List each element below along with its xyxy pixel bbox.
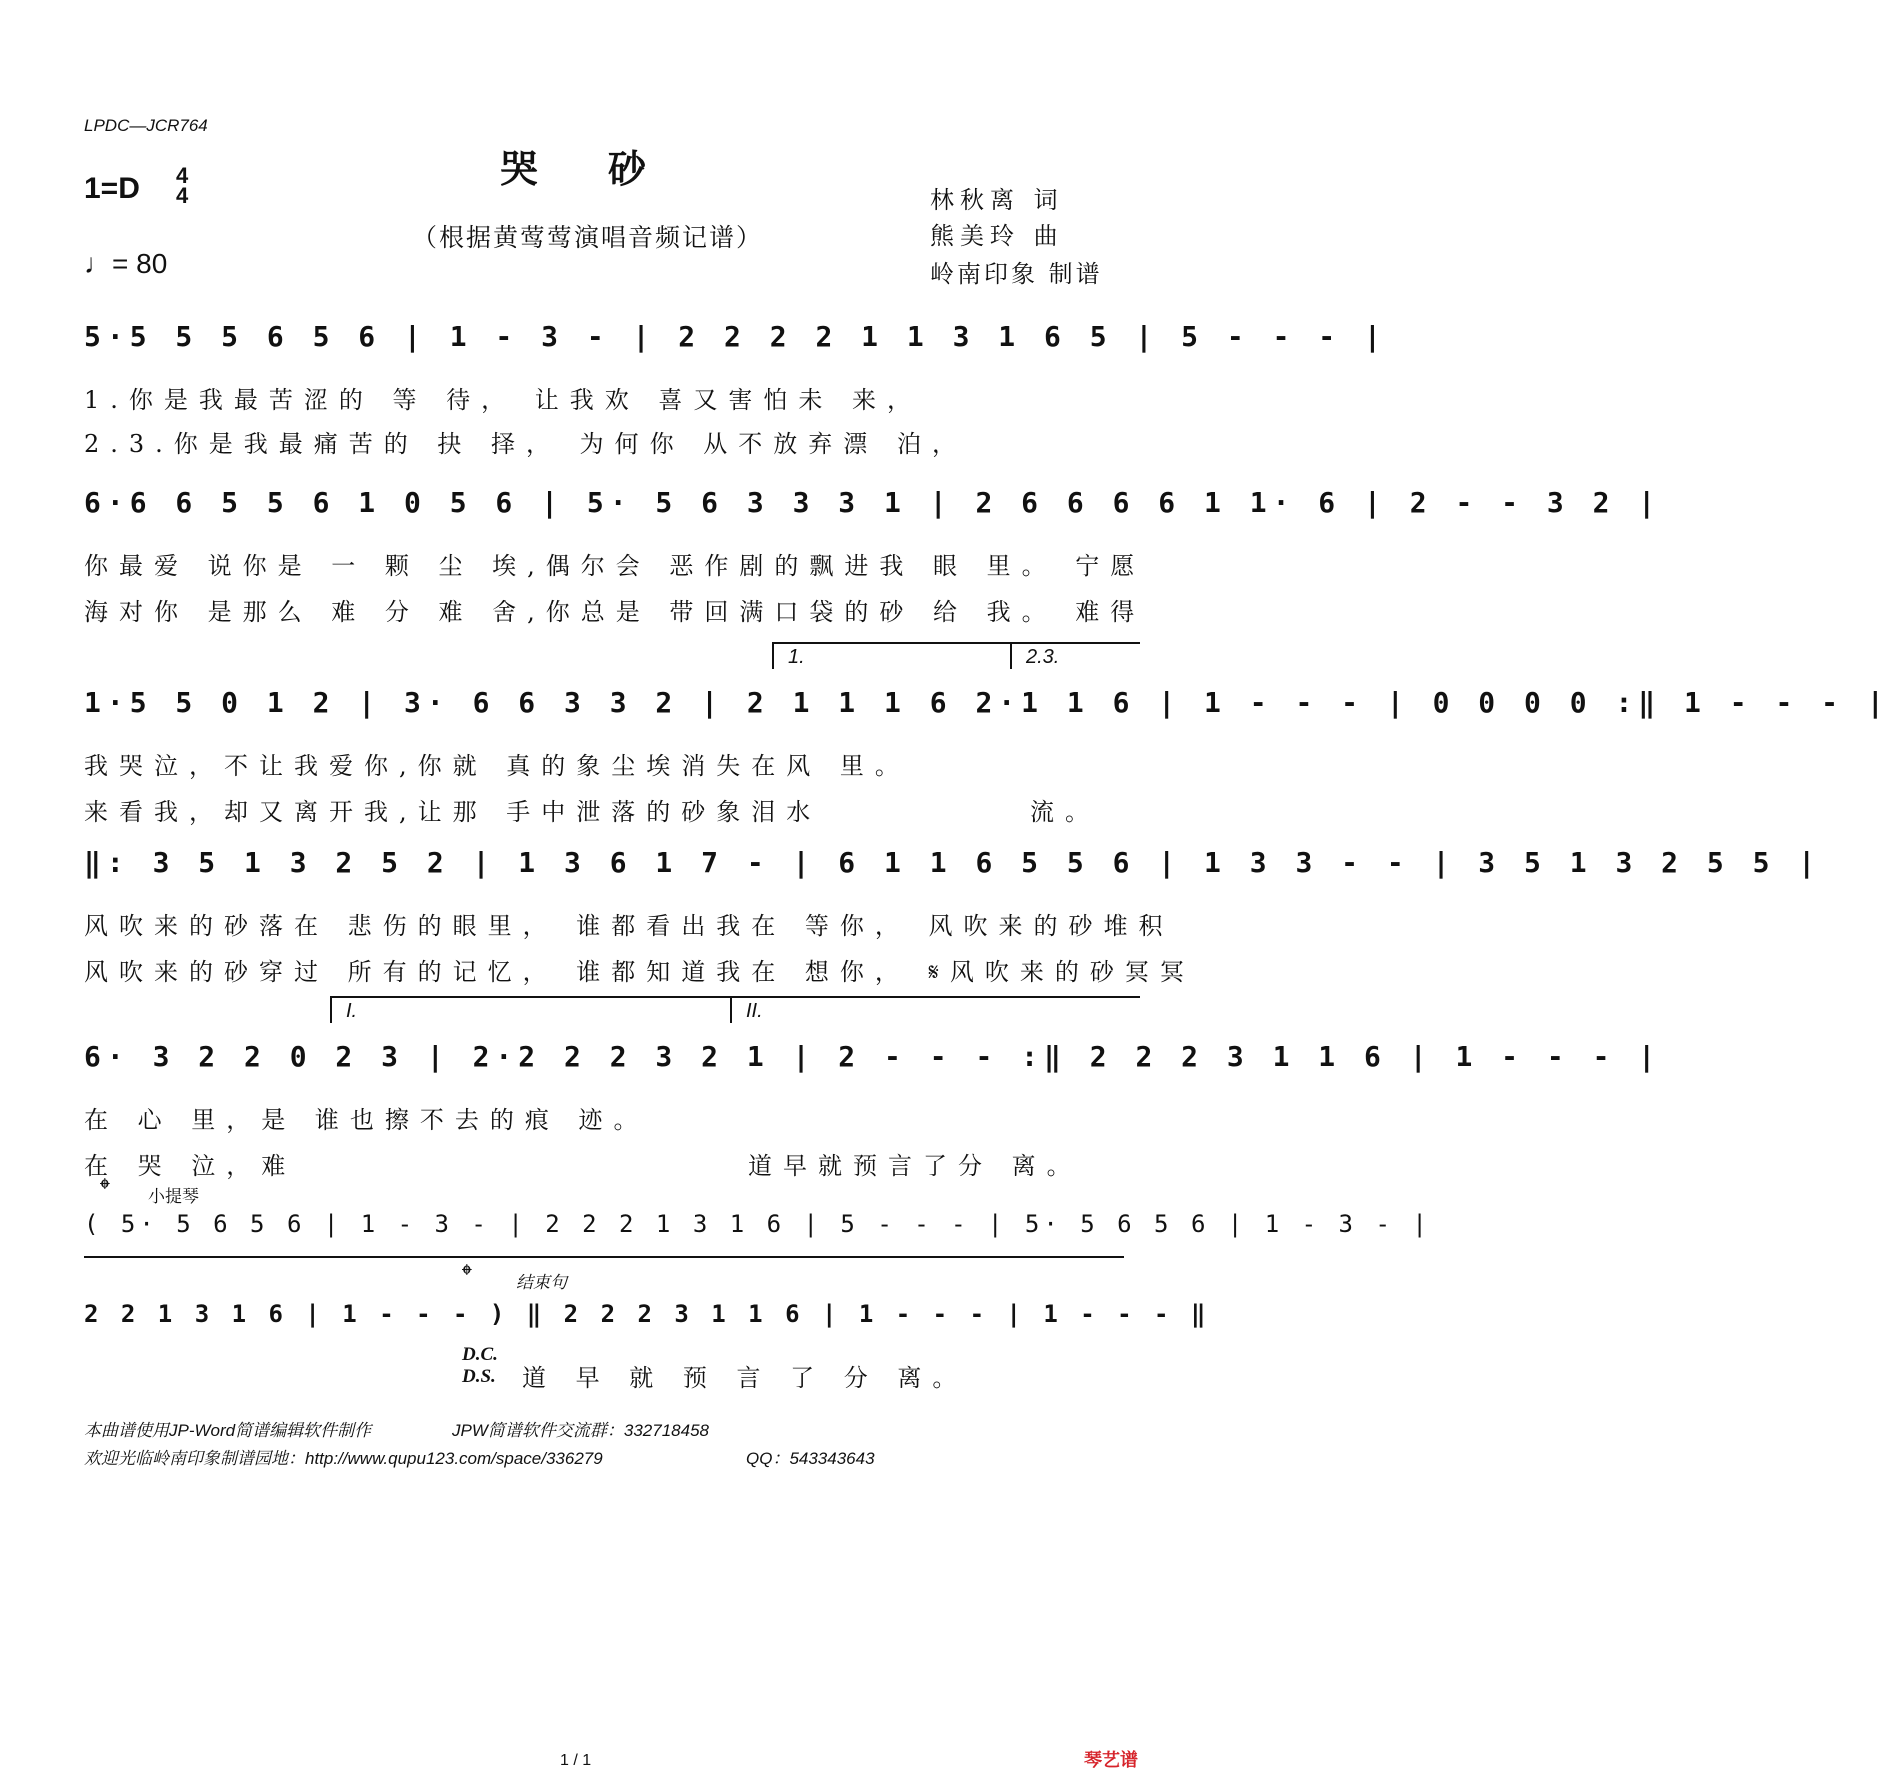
arranger-credit: 岭南印象 制谱: [930, 260, 1103, 288]
song-subtitle: （根据黄莺莺演唱音频记谱）: [412, 223, 764, 252]
score-line-3-lyric-1: 我哭泣，不让我爱你,你就 真的象尘埃消失在风 里。: [84, 752, 910, 780]
page-number: 1 / 1: [560, 1752, 592, 1769]
score-line-5-lyric-2: 在 哭 泣，难: [84, 1152, 297, 1180]
meter-bottom: 4: [176, 183, 189, 208]
score-code: LPDC—JCR764: [84, 116, 208, 135]
score-line-3-lyric-2-end: 流。: [1030, 798, 1100, 826]
footer-software: 本曲谱使用JP-Word简谱编辑软件制作: [84, 1421, 372, 1440]
score-line-4-notes: ‖: 3 5 1 3 2 5 2 | 1 3 6 1 7 - | 6 1 1 6 5 5 6 | 1 3 3 - - | 3 5 1 3 2 5 5 |: [84, 846, 1822, 879]
time-signature: [176, 163, 189, 208]
volta-1: 1.: [772, 642, 1018, 669]
score-line-6-notes: ( 5· 5 6 5 6 | 1 - 3 - | 2 2 2 1 3 1 6 | 5 - - - | 5· 5 6 5 6 | 1 - 3 - |: [84, 1210, 1431, 1238]
key-signature: 1=D: [84, 172, 140, 205]
score-line-7-lyric: 道 早 就 预 言 了 分 离。: [522, 1364, 968, 1392]
coda-icon-ending: 𝄌: [462, 1258, 472, 1291]
volta-II: II.: [730, 996, 1140, 1023]
volta-I: I.: [330, 996, 736, 1023]
footer-qq: QQ：543343643: [746, 1449, 875, 1468]
score-line-7-notes: 2 2 1 3 1 6 | 1 - - - ) ‖ 2 2 2 3 1 1 6 | 1 - - - | 1 - - - ‖: [84, 1300, 1210, 1328]
composer-credit: 熊美玲 曲: [930, 222, 1064, 250]
ending-label: 结束句: [516, 1273, 567, 1293]
volta-2-3: 2.3.: [1010, 642, 1140, 669]
score-line-1-notes: 5·5 5 5 6 5 6 | 1 - 3 - | 2 2 2 2 1 1 3 1 6 5 | 5 - - - |: [84, 320, 1387, 353]
score-line-5-notes: 6· 3 2 2 0 2 3 | 2·2 2 2 3 2 1 | 2 - - - :‖ 2 2 2 3 1 1 6 | 1 - - - |: [84, 1040, 1662, 1073]
ds-marker: D.S.: [462, 1366, 496, 1387]
score-line-5-lyric-2-end: 道早就预言了分 离。: [748, 1152, 1082, 1180]
dc-marker: D.C.: [462, 1344, 498, 1365]
repeat-markers: [462, 1344, 498, 1388]
score-line-3-lyric-2: 来看我，却又离开我,让那 手中泄落的砂象泪水: [84, 798, 822, 826]
score-line-5-lyric-1: 在 心 里，是 谁也擦不去的痕 迹。: [84, 1106, 649, 1134]
meter-top: 4: [176, 163, 189, 188]
score-line-2-lyric-2: 海对你 是那么 难 分 难 舍,你总是 带回满口袋的砂 给 我。 难得: [84, 598, 1146, 626]
site-logo: 琴艺谱: [1084, 1750, 1138, 1771]
tempo-value: = 80: [112, 248, 168, 279]
score-line-4-lyric-1: 风吹来的砂落在 悲伤的眼里， 谁都看出我在 等你， 风吹来的砂堆积: [84, 912, 1174, 940]
coda-icon: 𝄌: [100, 1172, 110, 1205]
line-divider: [84, 1256, 1124, 1258]
score-line-3-notes: 1·5 5 0 1 2 | 3· 6 6 3 3 2 | 2 1 1 1 6 2·1 1 6 | 1 - - - | 0 0 0 0 :‖ 1 - - - |: [84, 686, 1890, 719]
score-line-1-lyric-2: 2.3.你是我最痛苦的 抉 择， 为何你 从不放弃漂 泊，: [84, 430, 967, 458]
score-line-4-lyric-2: 风吹来的砂穿过 所有的记忆， 谁都知道我在 想你， 𝄋风吹来的砂冥冥: [84, 958, 1195, 986]
score-line-1-lyric-1: 1.你是我最苦涩的 等 待， 让我欢 喜又害怕未 来，: [84, 386, 923, 414]
quarter-note-icon: ♩: [84, 248, 112, 279]
song-title: 哭砂: [500, 146, 717, 191]
footer-website: 欢迎光临岭南印象制谱园地：http://www.qupu123.com/space/336279: [84, 1449, 603, 1468]
lyricist-credit: 林秋离 词: [930, 186, 1064, 214]
footer-group: JPW简谱软件交流群：332718458: [452, 1421, 709, 1440]
score-line-2-notes: 6·6 6 5 5 6 1 0 5 6 | 5· 5 6 3 3 3 1 | 2 6 6 6 6 1 1· 6 | 2 - - 3 2 |: [84, 486, 1662, 519]
tempo-mark: [84, 248, 167, 280]
score-line-2-lyric-1: 你最爱 说你是 一 颗 尘 埃,偶尔会 恶作剧的飘进我 眼 里。 宁愿: [84, 552, 1146, 580]
instrument-label: 小提琴: [148, 1187, 199, 1207]
